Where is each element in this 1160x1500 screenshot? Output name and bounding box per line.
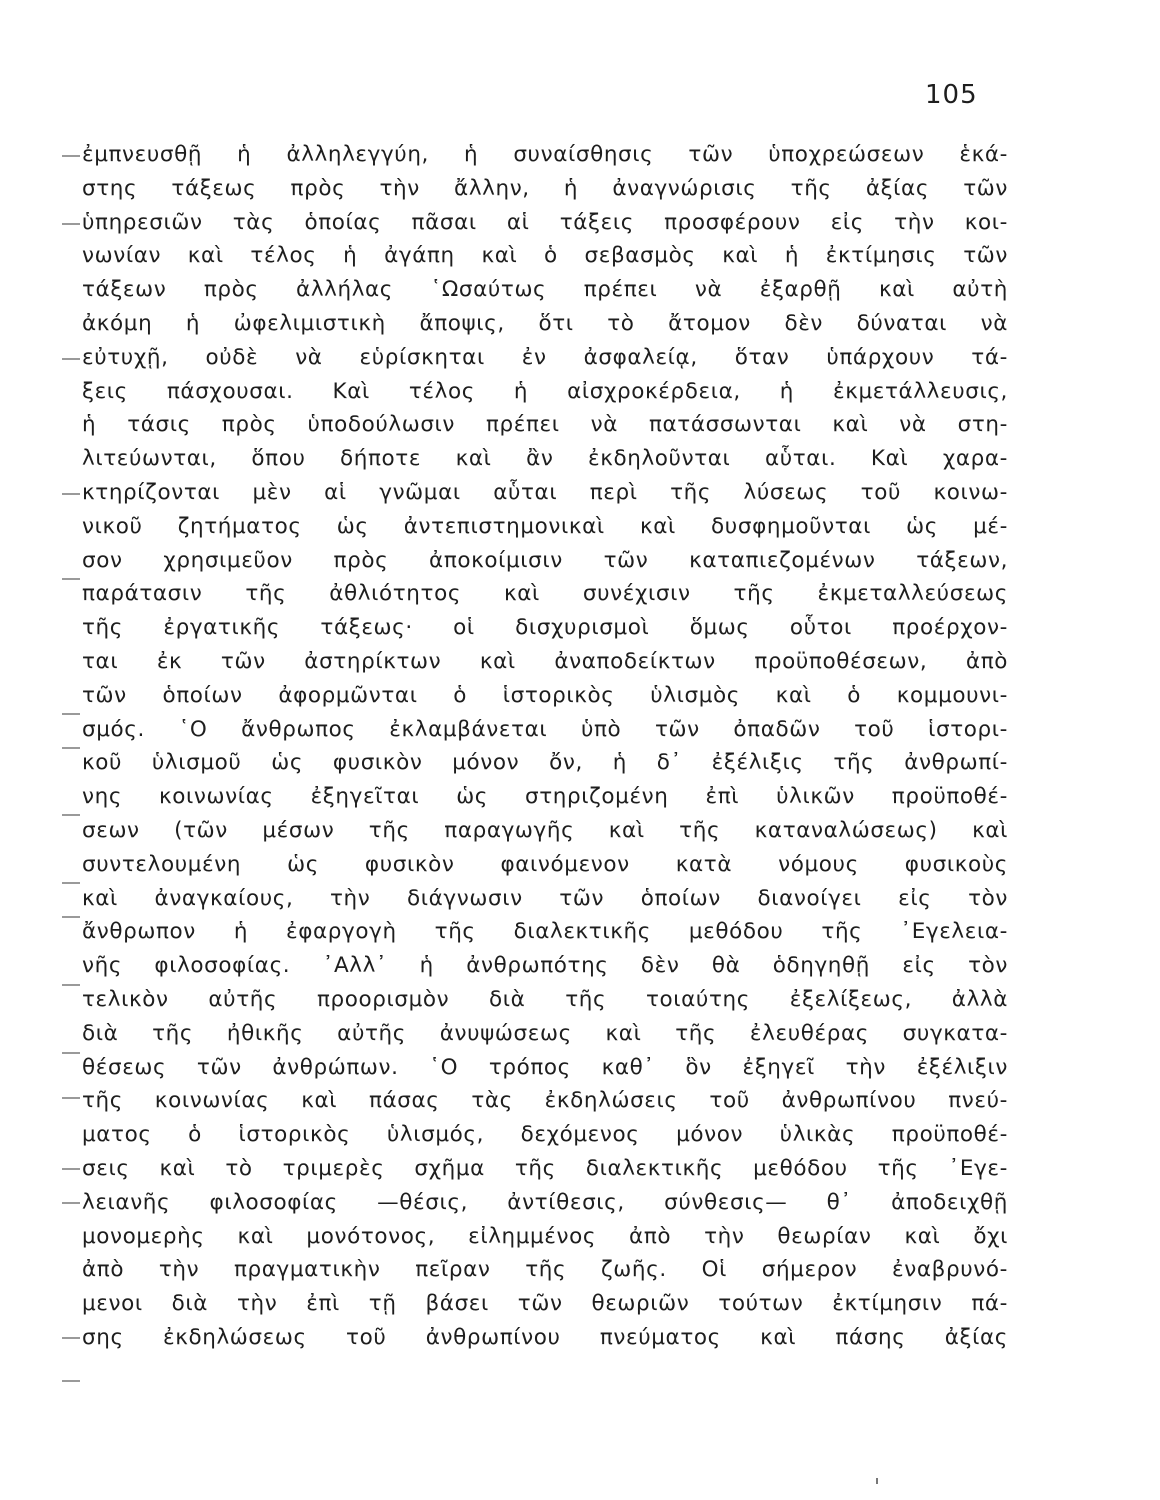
text-line: εὐτυχῇ, οὐδὲ νὰ εὑρίσκηται ἐν ἀσφαλείᾳ, ὅταν ὑπάρχουν τά- — [82, 344, 1008, 370]
margin-mark — [62, 223, 80, 225]
text-line: σεις καὶ τὸ τριμερὲς σχῆμα τῆς διαλεκτικῆς μεθόδου τῆς ᾽Εγε- — [82, 1155, 1008, 1181]
margin-mark — [62, 358, 80, 360]
margin-mark — [62, 1052, 80, 1054]
text-line: ἄνθρωπον ἡ ἐφαργογὴ τῆς διαλεκτικῆς μεθόδου τῆς ᾽Εγελεια- — [82, 919, 1008, 945]
text-line: τῆς κοινωνίας καὶ πάσας τὰς ἐκδηλώσεις τοῦ ἀνθρωπίνου πνεύ- — [82, 1088, 1008, 1114]
text-line: νικοῦ ζητήματος ὡς ἀντεπιστημονικαὶ καὶ δυσφημοῦνται ὡς μέ- — [82, 513, 1008, 539]
margin-mark — [62, 155, 80, 157]
scan-speck — [876, 1478, 878, 1484]
text-line: μενοι διὰ τὴν ἐπὶ τῇ βάσει τῶν θεωριῶν τούτων ἐκτίμησιν πά- — [82, 1291, 1008, 1317]
margin-mark — [62, 493, 80, 495]
text-line: παράτασιν τῆς ἀθλιότητος καὶ συνέχισιν τῆς ἐκμεταλλεύσεως — [82, 581, 1008, 607]
margin-mark — [62, 882, 80, 884]
text-line: ται ἐκ τῶν ἀστηρίκτων καὶ ἀναποδείκτων προϋποθέσεων, ἀπὸ — [82, 648, 1008, 674]
text-line: ἀπὸ τὴν πραγματικὴν πεῖραν τῆς ζωῆς. Οἱ σήμερον ἐναβρυνό- — [82, 1257, 1008, 1283]
text-line: ἀκόμη ἡ ὠφελιμιστικὴ ἄποψις, ὅτι τὸ ἄτομον δὲν δύναται νὰ — [82, 310, 1008, 336]
text-line: ἐμπνευσθῇ ἡ ἀλληλεγγύη, ἡ συναίσθησις τῶν ὑποχρεώσεων ἑκά- — [82, 142, 1008, 167]
text-line: λιτεύωνται, ὅπου δήποτε καὶ ἂν ἐκδηλοῦνται αὗται. Καὶ χαρα- — [82, 446, 1008, 472]
text-line: ματος ὁ ἱστορικὸς ὑλισμός, δεχόμενος μόνον ὑλικὰς προϋποθέ- — [82, 1122, 1008, 1148]
text-line: ὑπηρεσιῶν τὰς ὁποίας πᾶσαι αἱ τάξεις προσφέρουν εἰς τὴν κοι- — [82, 209, 1008, 235]
text-line: σεων (τῶν μέσων τῆς παραγωγῆς καὶ τῆς καταναλώσεως) καὶ — [82, 817, 1008, 843]
margin-mark — [62, 1097, 80, 1099]
margin-mark — [62, 1202, 80, 1204]
text-line: σον χρησιμεῦον πρὸς ἀποκοίμισιν τῶν καταπιεζομένων τάξεων, — [82, 547, 1008, 573]
text-line: σμός. ῾Ο ἄνθρωπος ἐκλαμβάνεται ὑπὸ τῶν ὀπαδῶν τοῦ ἱστορι- — [82, 716, 1008, 742]
text-line: νωνίαν καὶ τέλος ἡ ἀγάπη καὶ ὁ σεβασμὸς καὶ ἡ ἐκτίμησις τῶν — [82, 243, 1008, 269]
text-line: λειανῆς φιλοσοφίας —θέσις, ἀντίθεσις, σύνθεσις— θ᾽ ἀποδειχθῇ — [82, 1189, 1008, 1215]
text-line: κτηρίζονται μὲν αἱ γνῶμαι αὗται περὶ τῆς λύσεως τοῦ κοινω- — [82, 479, 1008, 505]
margin-mark — [62, 1168, 80, 1170]
text-line: καὶ ἀναγκαίους, τὴν διάγνωσιν τῶν ὁποίων διανοίγει εἰς τὸν — [82, 885, 1008, 911]
text-line: τάξεων πρὸς ἀλλήλας ῾Ωσαύτως πρέπει νὰ ἐξαρθῇ καὶ αὐτὴ — [82, 277, 1008, 303]
margin-mark — [62, 578, 80, 580]
text-line: θέσεως τῶν ἀνθρώπων. ῾Ο τρόπος καθ᾽ ὃν ἐξηγεῖ τὴν ἐξέλιξιν — [82, 1054, 1008, 1080]
text-line: τῶν ὁποίων ἀφορμῶνται ὁ ἱστορικὸς ὑλισμὸς καὶ ὁ κομμουνι- — [82, 682, 1008, 708]
margin-mark — [62, 1380, 80, 1382]
page-number: 105 — [925, 80, 978, 110]
margin-mark — [62, 916, 80, 918]
text-line: σης ἐκδηλώσεως τοῦ ἀνθρωπίνου πνεύματος καὶ πάσης ἀξίας — [82, 1324, 1008, 1350]
text-line: τῆς ἐργατικῆς τάξεως· οἱ δισχυρισμοὶ ὅμως οὗτοι προέρχον- — [82, 615, 1008, 641]
margin-mark — [62, 814, 80, 816]
margin-mark — [62, 747, 80, 749]
text-line: στης τάξεως πρὸς τὴν ἄλλην, ἡ ἀναγνώρισις τῆς ἀξίας τῶν — [82, 175, 1008, 201]
text-line: νης κοινωνίας ἐξηγεῖται ὡς στηριζομένη ἐπὶ ὑλικῶν προϋποθέ- — [82, 784, 1008, 810]
text-line: τελικὸν αὐτῆς προορισμὸν διὰ τῆς τοιαύτης ἐξελίξεως, ἀλλὰ — [82, 986, 1008, 1012]
text-line: συντελουμένη ὡς φυσικὸν φαινόμενον κατὰ νόμους φυσικοὺς — [82, 851, 1008, 877]
body-text — [82, 138, 1008, 1355]
margin-mark — [62, 1337, 80, 1339]
margin-mark — [62, 713, 80, 715]
text-line: διὰ τῆς ἠθικῆς αὐτῆς ἀνυψώσεως καὶ τῆς ἐλευθέρας συγκατα- — [82, 1020, 1008, 1046]
text-line: ἡ τάσις πρὸς ὑποδούλωσιν πρέπει νὰ πατάσσωνται καὶ νὰ στη- — [82, 412, 1008, 438]
text-line: νῆς φιλοσοφίας. ᾽Αλλ᾽ ἡ ἀνθρωπότης δὲν θὰ ὁδηγηθῇ εἰς τὸν — [82, 953, 1008, 979]
margin-mark — [62, 984, 80, 986]
text-line: μονομερὴς καὶ μονότονος, εἰλημμένος ἀπὸ τὴν θεωρίαν καὶ ὄχι — [82, 1223, 1008, 1249]
text-line: κοῦ ὑλισμοῦ ὡς φυσικὸν μόνον ὄν, ἡ δ᾽ ἐξέλιξις τῆς ἀνθρωπί- — [82, 750, 1008, 776]
text-line: ξεις πάσχουσαι. Καὶ τέλος ἡ αἰσχροκέρδεια, ἡ ἐκμετάλλευσις, — [82, 378, 1008, 404]
